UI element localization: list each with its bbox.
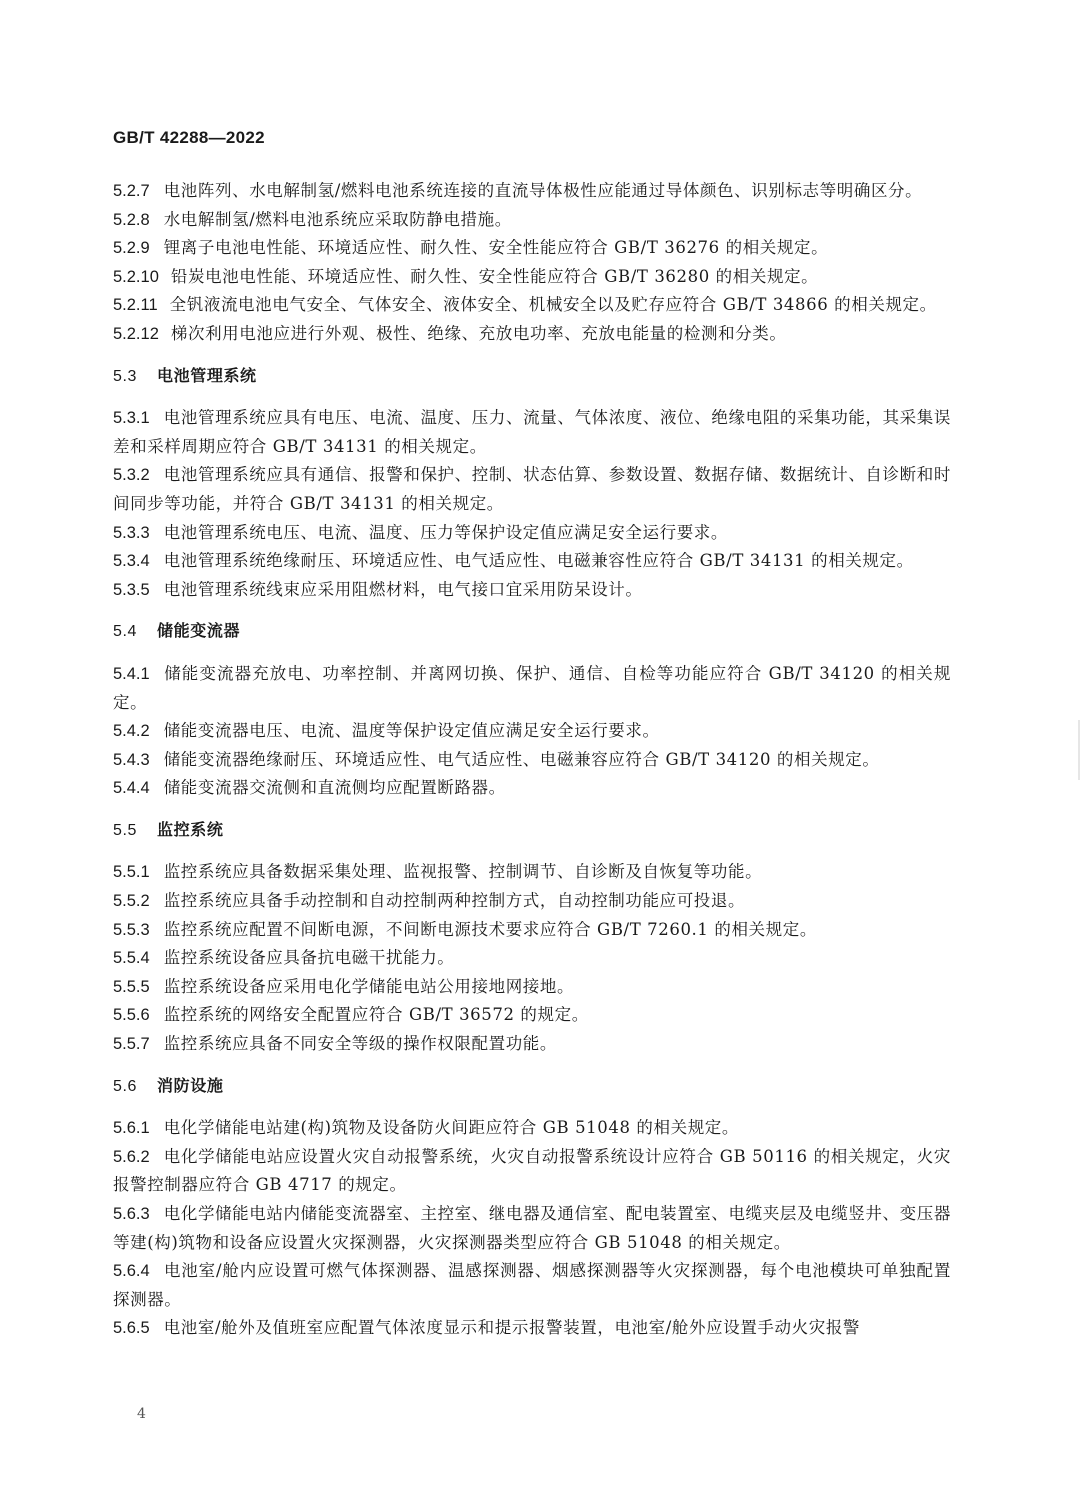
clause-text: 水电解制氢/燃料电池系统应采取防静电措施。	[163, 209, 512, 229]
clause	[113, 973, 951, 1002]
clause	[113, 887, 951, 916]
clause	[113, 916, 951, 945]
clause-number: 5.6.2	[113, 1147, 150, 1166]
clause-text: 电池室/舱内应设置可燃气体探测器、温感探测器、烟感探测器等火灾探测器，每个电池模块可单独配置探测器。	[113, 1261, 951, 1309]
clause-number: 5.3.3	[113, 523, 150, 542]
clause-number: 5.5.4	[113, 949, 150, 968]
clause-number: 5.5.3	[113, 920, 150, 939]
clause-number: 5.3.5	[113, 580, 150, 599]
clause-text: 全钒液流电池电气安全、气体安全、液体安全、机械安全以及贮存应符合 GB/T 34866 的相关规定。	[169, 295, 937, 315]
clause	[113, 206, 951, 235]
clause-text: 电化学储能电站内储能变流器室、主控室、继电器及通信室、配电装置室、电缆夹层及电缆竖井、变压器等建(构)筑物和设备应设置火灾探测器，火灾探测器类型应符合 GB 51048 的相关规定。	[113, 1204, 951, 1252]
clause	[113, 1030, 951, 1059]
clause-text: 梯次利用电池应进行外观、极性、绝缘、充放电功率、充放电能量的检测和分类。	[170, 323, 787, 343]
clause	[113, 177, 951, 206]
clause-number: 5.4.1	[113, 664, 150, 683]
clause-number: 5.4.3	[113, 750, 150, 769]
clause	[113, 291, 951, 320]
clause	[113, 1314, 951, 1343]
clause	[113, 234, 951, 263]
clause	[113, 717, 951, 746]
clause-text: 监控系统的网络安全配置应符合 GB/T 36572 的规定。	[163, 1005, 589, 1025]
clause-number: 5.6.5	[113, 1319, 150, 1338]
clause-text: 电池管理系统应具有电压、电流、温度、压力、流量、气体浓度、液位、绝缘电阻的采集功能，其采集误差和采样周期应符合 GB/T 34131 的相关规定。	[113, 408, 951, 456]
clause-number: 5.3.2	[113, 466, 150, 485]
clause	[113, 660, 951, 717]
clause-number: 5.5.2	[113, 892, 150, 911]
clause	[113, 1001, 951, 1030]
clause-number: 5.5.6	[113, 1006, 150, 1025]
clause	[113, 404, 951, 461]
clause	[113, 1143, 951, 1200]
clause	[113, 1257, 951, 1314]
clause	[113, 944, 951, 973]
section-title: 电池管理系统	[157, 365, 257, 385]
clause	[113, 263, 951, 292]
clause	[113, 320, 951, 349]
section-heading	[113, 617, 951, 647]
clause	[113, 576, 951, 605]
section-number: 5.6	[113, 1077, 138, 1095]
clause-text: 监控系统应具备不同安全等级的操作权限配置功能。	[163, 1034, 558, 1054]
clause-number: 5.5.1	[113, 863, 150, 882]
clause-text: 电化学储能电站建(构)筑物及设备防火间距应符合 GB 51048 的相关规定。	[163, 1118, 740, 1138]
section-heading	[113, 816, 951, 846]
section-title: 消防设施	[157, 1075, 224, 1095]
section-heading	[113, 362, 951, 392]
clause-text: 电池室/舱外及值班室应配置气体浓度显示和提示报警装置，电池室/舱外应设置手动火灾报警	[163, 1318, 861, 1338]
section-number: 5.5	[113, 821, 138, 839]
section-heading	[113, 1072, 951, 1102]
clause-text: 电化学储能电站应设置火灾自动报警系统，火灾自动报警系统设计应符合 GB 50116 的相关规定，火灾报警控制器应符合 GB 4717 的规定。	[113, 1146, 951, 1195]
clause-text: 锂离子电池电性能、环境适应性、耐久性、安全性能应符合 GB/T 36276 的相关规定。	[163, 238, 829, 258]
clause-number: 5.2.7	[113, 182, 150, 200]
clause-number: 5.5.5	[113, 977, 150, 996]
clause-number: 5.2.10	[113, 267, 159, 286]
clause-number: 5.4.2	[113, 722, 150, 741]
clause-text: 储能变流器充放电、功率控制、并离网切换、保护、通信、自检等功能应符合 GB/T 34120 的相关规定。	[113, 663, 951, 712]
document-body	[113, 177, 951, 1343]
clause	[113, 461, 951, 518]
clause	[113, 858, 951, 887]
clause-text: 监控系统应具备数据采集处理、监视报警、控制调节、自诊断及自恢复等功能。	[163, 862, 763, 882]
clause	[113, 1114, 951, 1143]
section-number: 5.3	[113, 367, 138, 385]
clause-text: 电池管理系统电压、电流、温度、压力等保护设定值应满足安全运行要求。	[163, 522, 729, 542]
clause-number: 5.2.11	[113, 296, 158, 315]
clause-text: 电池阵列、水电解制氢/燃料电池系统连接的直流导体极性应能通过导体颜色、识别标志等明确区分。	[163, 181, 923, 200]
clause-number: 5.3.4	[113, 552, 150, 571]
clause	[113, 519, 951, 548]
clause-number: 5.2.9	[113, 239, 150, 258]
clause-text: 储能变流器交流侧和直流侧均应配置断路器。	[163, 778, 506, 798]
standard-code: GB/T 42288—2022	[113, 128, 265, 147]
clause-number: 5.6.1	[113, 1119, 150, 1138]
section-title: 监控系统	[157, 819, 224, 839]
clause-text: 监控系统应具备手动控制和自动控制两种控制方式，自动控制功能应可投退。	[163, 891, 746, 911]
clause-text: 电池管理系统线束应采用阻燃材料，电气接口宜采用防呆设计。	[163, 579, 643, 599]
clause-text: 监控系统设备应具备抗电磁干扰能力。	[163, 948, 455, 968]
clause-number: 5.6.3	[113, 1205, 150, 1223]
page-number: 4	[137, 1406, 146, 1422]
clause-text: 监控系统设备应采用电化学储能电站公用接地网接地。	[163, 976, 575, 996]
clause-number: 5.4.4	[113, 779, 150, 798]
clause-number: 5.2.12	[113, 324, 159, 343]
clause	[113, 774, 951, 803]
clause	[113, 1200, 951, 1257]
clause-text: 储能变流器电压、电流、温度等保护设定值应满足安全运行要求。	[163, 721, 660, 741]
clause	[113, 547, 951, 576]
clause-text: 电池管理系统绝缘耐压、环境适应性、电气适应性、电磁兼容性应符合 GB/T 34131 的相关规定。	[163, 551, 914, 571]
clause-number: 5.6.4	[113, 1262, 150, 1281]
clause-number: 5.3.1	[113, 409, 150, 428]
clause-text: 铅炭电池电性能、环境适应性、耐久性、安全性能应符合 GB/T 36280 的相关规定。	[170, 266, 819, 286]
clause-text: 储能变流器绝缘耐压、环境适应性、电气适应性、电磁兼容应符合 GB/T 34120 的相关规定。	[163, 749, 880, 769]
clause	[113, 746, 951, 775]
clause-text: 监控系统应配置不间断电源，不间断电源技术要求应符合 GB/T 7260.1 的相关规定。	[163, 919, 817, 939]
section-number: 5.4	[113, 623, 138, 641]
clause-number: 5.2.8	[113, 210, 150, 229]
clause-text: 电池管理系统应具有通信、报警和保护、控制、状态估算、参数设置、数据存储、数据统计、自诊断和时间同步等功能，并符合 GB/T 34131 的相关规定。	[113, 465, 951, 513]
section-title: 储能变流器	[157, 621, 241, 641]
clause-number: 5.5.7	[113, 1035, 150, 1054]
